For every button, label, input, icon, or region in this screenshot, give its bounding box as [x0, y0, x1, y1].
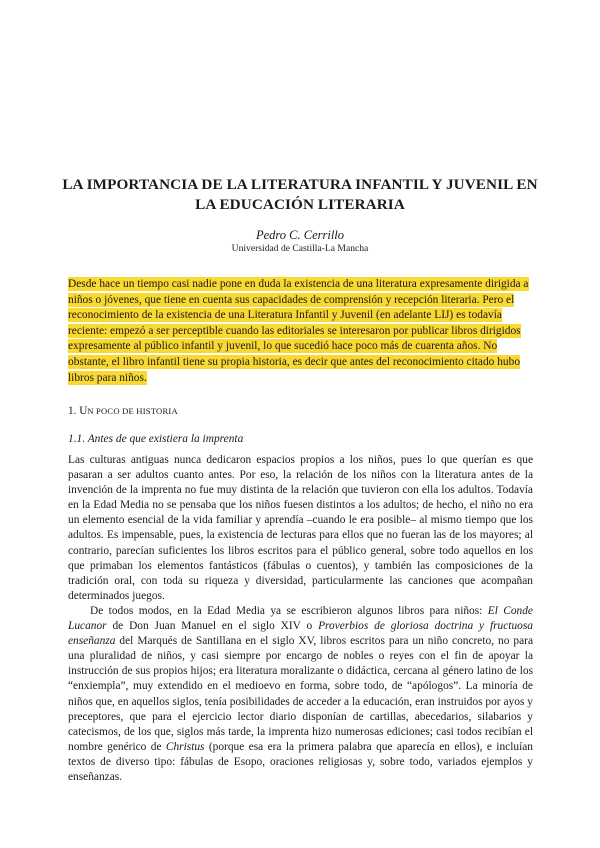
- paragraph-2-part-1: De todos modos, en la Edad Media ya se escribieron algunos libros para niños:: [90, 604, 488, 617]
- subsection-heading: 1.1. Antes de que existiera la imprenta: [68, 433, 244, 445]
- author-affiliation: Universidad de Castilla-La Mancha: [231, 243, 369, 254]
- work-title-conde-lucanor: El Conde Lucanor: [68, 604, 533, 633]
- section-number: 1.: [68, 405, 77, 417]
- section-title-smallcaps: N POCO DE HISTORIA: [87, 406, 178, 416]
- paper-title: LA IMPORTANCIA DE LA LITERATURA INFANTIL Y JUVENIL EN LA EDUCACIÓN LITERARIA: [62, 176, 538, 213]
- section-initial: U: [79, 405, 88, 417]
- paragraph-2-part-2: de Don Juan Manuel en el siglo XIV o: [106, 620, 319, 633]
- work-title-proverbios: Proverbios de gloriosa doctrina y fructuosa enseñanza: [68, 620, 533, 648]
- abstract: [68, 277, 536, 386]
- paragraph-2: [68, 604, 533, 785]
- paragraph-2-part-3: del Marqués de Santillana en el siglo XV, libros escritos para un niño concreto, no para una pluralidad de niños, y casi siempre por encargo de nobles o reyes con el fin de apoyar la instrucción de sus propios hijos; era literatura moralizante o didáctica, cercana al género latino de los “enxiempla”, muy extendido en el medioevo en forma, sobre todo, de “apólogos”. La minoría de niños que, en aquellos siglos, tenía posibilidades de acceder a la educación, eran instruidos por ayos y preceptores, que para el ejercicio lector diario disponían de cartillas, abecedarios, silabarios y catecismos, de los que, siglos más tarde, la imprenta hizo numerosas ediciones; casi todos recibían el nombre genérico de: [68, 635, 533, 753]
- author-name: Pedro C. Cerrillo: [255, 228, 345, 242]
- paragraph-2-part-4: (porque esa era la primera palabra que aparecía en ellos), e incluían textos de diverso tipo: fábulas de Esopo, oraciones religiosas y, sobre todo, variados ejemplos y enseñanzas.: [68, 740, 533, 783]
- body-text: [68, 453, 533, 785]
- highlighted-abstract-text[interactable]: Desde hace un tiempo casi nadie pone en duda la existencia de una literatura expresamente dirigida a niños o jóvenes, que tiene en cuenta sus capacidades de comprensión y recepción literaria. Pero el reconocimiento de la existencia de una Literatura Infantil y Juvenil (en adelante LIJ) es todavía reciente: empezó a ser perceptible cuando las editoriales se interesaron por publicar libros dirigidos expresamente al público infantil y juvenil, lo que sucedió hace poco más de cuarenta años. No obstante, el libro infantil tiene su propia historia, es decir que antes del reconocimiento citado hubo libros para niños.: [68, 278, 529, 384]
- work-title-christus: Christus: [165, 740, 205, 753]
- paragraph-1: Las culturas antiguas nunca dedicaron espacios propios a los niños, pues lo que querían es que pasaran a ser adultos cuanto antes. Por eso, la relación de los niños con la literatura antes de la invención de la imprenta no fue muy distinta de la relación que tuvieron con ella los adultos. Todavía en la Edad Media no se pensaba que los niños fuesen distintos a los adultos; de hecho, el niño no era un elemento esencial de la vida familiar y aprendía –cuando le era posible– al mismo tiempo que los adultos. Es impensable, pues, la existencia de lecturas para ellos que no fueran las de los mayores; al contrario, parecían suficientes los libros escritos para el público general, sobre todo aquellos en los que primaban los elementos fantásticos (fábulas o cuentos), y también las composiciones de la tradición oral, con toda su riqueza y diversidad, particularmente las canciones que acompañan determinados juegos.: [68, 454, 533, 602]
- section-heading: [68, 404, 178, 418]
